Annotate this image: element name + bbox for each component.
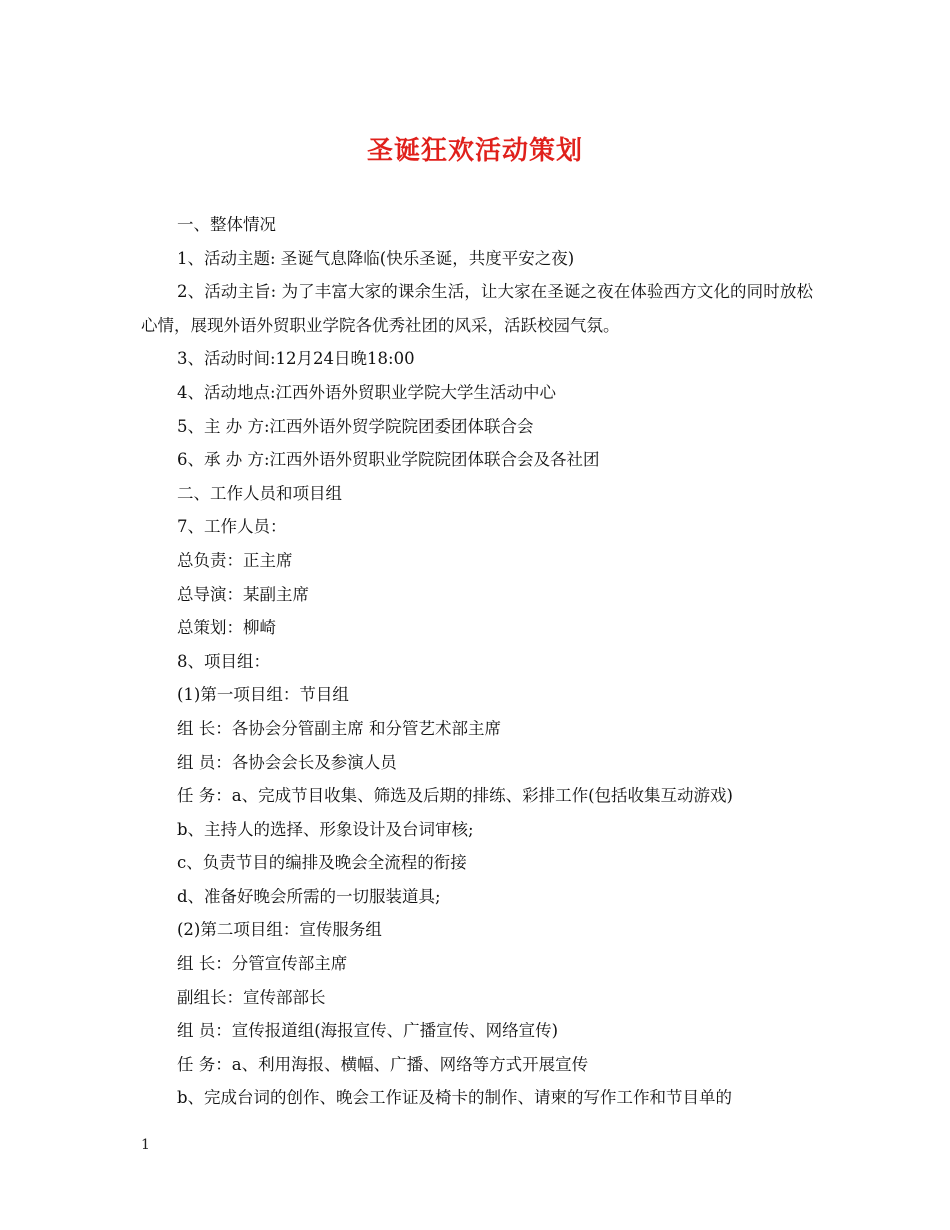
paragraph-line: b、主持人的选择、形象设计及台词审核; [177, 819, 474, 839]
paragraph-line: (2)第二项目组：宣传服务组 [177, 920, 382, 940]
paragraph-wrapped: 2、活动主旨: 为了丰富大家的课余生活，让大家在圣诞之夜在体验西方文化的同时放松心情，展现外语外贸职业学院各优秀社团的风采，活跃校园气氛。 [141, 282, 813, 335]
paragraph-line: 副组长：宣传部部长 [177, 987, 326, 1007]
section-heading: 一、整体情况 [177, 215, 276, 234]
page-number: 1 [141, 1137, 150, 1153]
paragraph-line: 5、主 办 方:江西外语外贸学院院团委团体联合会 [177, 416, 534, 436]
paragraph-line: 1、活动主题: 圣诞气息降临(快乐圣诞，共度平安之夜) [177, 248, 575, 268]
section-heading: 二、工作人员和项目组 [177, 483, 342, 503]
paragraph-line: 组 员：宣传报道组(海报宣传、广播宣传、网络宣传) [177, 1021, 559, 1041]
document-title: 圣诞狂欢活动策划 [366, 136, 583, 166]
paragraph-line: (1)第一项目组：节目组 [177, 685, 349, 705]
paragraph-line: 6、承 办 方:江西外语外贸职业学院院团体联合会及各社团 [177, 450, 600, 470]
paragraph-line: 4、活动地点:江西外语外贸职业学院大学生活动中心 [177, 382, 557, 402]
paragraph-line: 组 长：各协会分管副主席 和分管艺术部主席 [177, 718, 501, 738]
paragraph-line: 任 务：a、利用海报、横幅、广播、网络等方式开展宣传 [177, 1054, 589, 1074]
paragraph-line: 3、活动时间:12月24日晚18:00 [177, 349, 415, 369]
paragraph-line: 7、工作人员： [177, 517, 287, 537]
paragraph-line: 组 长：分管宣传部主席 [177, 954, 348, 974]
paragraph-line: 总策划：柳崎 [177, 618, 276, 638]
paragraph-line: 总负责：正主席 [177, 550, 293, 570]
paragraph-line: 组 员：各协会会长及参演人员 [177, 752, 397, 772]
paragraph-line: 任 务：a、完成节目收集、筛选及后期的排练、彩排工作(包括收集互动游戏) [177, 786, 733, 806]
paragraph-line: 总导演：某副主席 [177, 584, 309, 604]
paragraph-line: b、完成台词的创作、晚会工作证及椅卡的制作、请柬的写作工作和节目单的 [177, 1088, 733, 1108]
document-body [141, 208, 813, 1115]
paragraph-line: d、准备好晚会所需的一切服装道具; [177, 886, 441, 906]
paragraph-line: 8、项目组： [177, 651, 270, 671]
paragraph-line: c、负责节目的编排及晚会全流程的衔接 [177, 853, 467, 873]
